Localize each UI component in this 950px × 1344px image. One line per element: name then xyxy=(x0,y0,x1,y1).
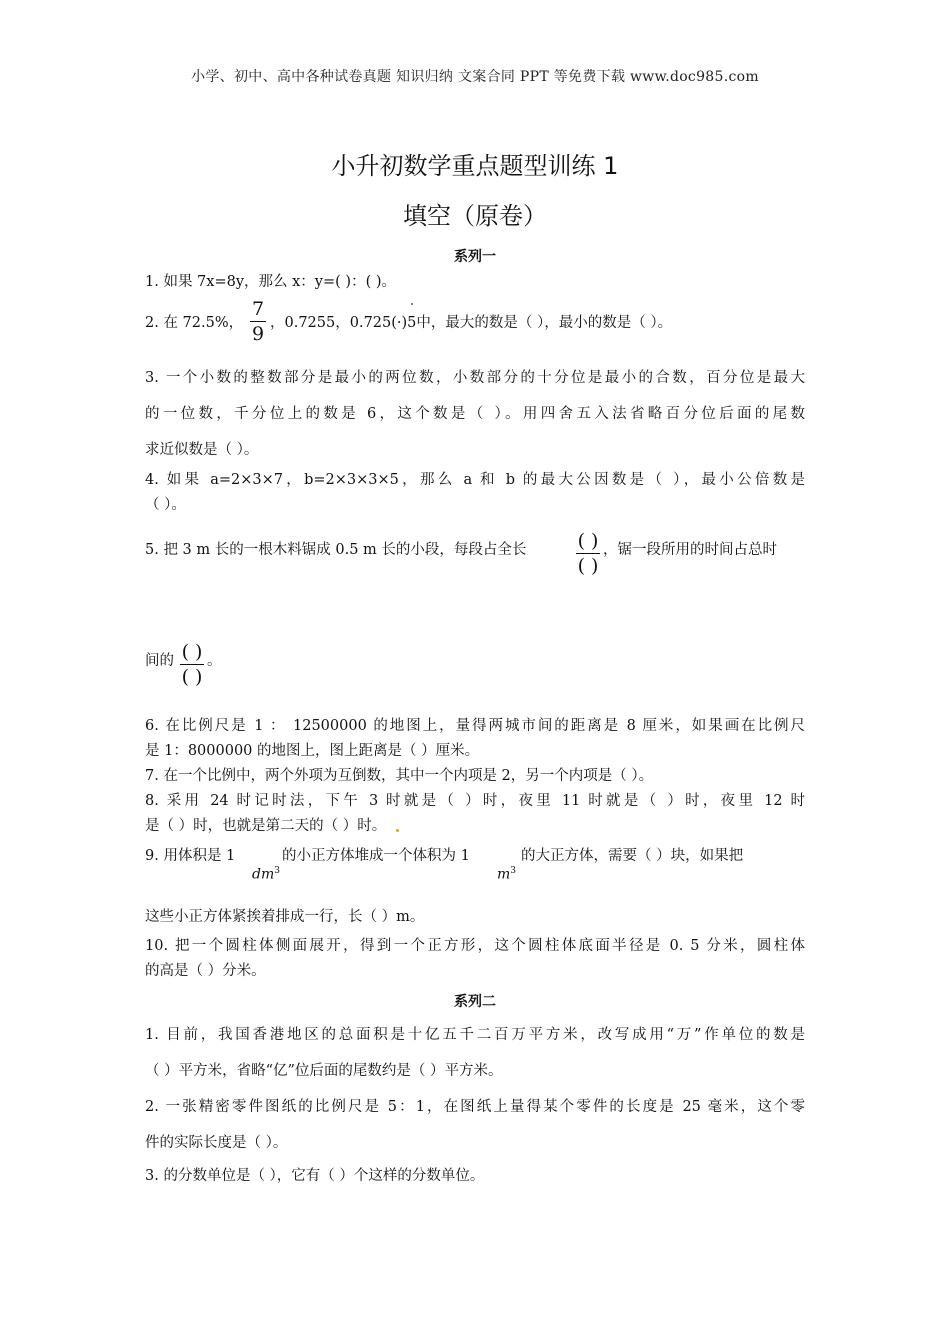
fraction-bar xyxy=(180,664,204,665)
question-2-3: 3. 的分数单位是（ ），它有（ ）个这样的分数单位。 xyxy=(145,1168,485,1184)
repeating-decimal-dot xyxy=(411,303,413,305)
question-1-9-line-2: 这些小正方体紧挨着排成一行，长（ ）m。 xyxy=(145,909,425,925)
page-header: 小学、初中、高中各种试卷真题 知识归纳 文案合同 PPT 等免费下载 www.doc985.com xyxy=(191,69,759,85)
question-1-4-line-1: 4. 如果 a=2×3×7，b=2×3×3×5，那么 a 和 b 的最大公因数是（ ），最小公倍数是 xyxy=(145,472,805,488)
fraction-blank-numerator: ( ) xyxy=(181,641,203,663)
question-1-5-line-2-start: 间的 xyxy=(145,653,174,669)
question-1-4-line-2: （ ）。 xyxy=(145,497,186,513)
fraction-denominator: 9 xyxy=(251,323,265,345)
question-2-2-line-1: 2. 一张精密零件图纸的比例尺是 5：1，在图纸上量得某个零件的长度是 25 毫米，这个零 xyxy=(145,1099,805,1115)
question-1-5-line-1-end: ，锯一段所用的时间占总时 xyxy=(603,542,777,558)
question-1-9-line-1-start: 9. 用体积是 1 xyxy=(145,848,236,864)
unit-exponent: 3 xyxy=(510,866,517,876)
question-1-6-line-1: 6. 在比例尺是 1 ： 12500000 的地图上，量得两城市间的距离是 8 厘米，如果画在比例尺 xyxy=(145,718,805,734)
fraction-7-9 xyxy=(250,298,266,345)
question-2-2-line-2: 件的实际长度是（ ）。 xyxy=(145,1135,288,1151)
highlight-dot xyxy=(396,829,399,832)
worksheet-subtitle: 填空（原卷） xyxy=(403,202,547,230)
question-1-9-line-1-end: 的大正方体，需要（ ）块，如果把 xyxy=(521,848,744,864)
question-1-8-line-1: 8. 采用 24 时记时法，下午 3 时就是（ ）时，夜里 11 时就是（ ）时，夜里 12 时 xyxy=(145,793,805,809)
question-1-2-end: ，0.7255，0.725(·)5中，最大的数是（ ），最小的数是（ ）。 xyxy=(270,315,673,331)
fraction-blank-denominator: ( ) xyxy=(181,666,203,688)
question-1-2-start: 2. 在 72.5%， xyxy=(145,315,244,331)
fraction-numerator: 7 xyxy=(251,298,265,320)
question-1-9-line-1-middle: 的小正方体堆成一个体积为 1 xyxy=(282,848,470,864)
question-1-3-line-3: 求近似数是（ ）。 xyxy=(145,442,259,458)
question-1-5-line-2-end: 。 xyxy=(207,653,222,669)
unit-exponent: 3 xyxy=(274,866,280,876)
question-1-1: 1. 如果 7x=8y，那么 x：y=( )：( )。 xyxy=(145,274,396,290)
unit-cubic-decimeter xyxy=(252,864,280,882)
unit-dm: dm xyxy=(252,866,275,883)
fraction-bar xyxy=(576,553,600,554)
question-1-8-line-2: 是（ ）时，也就是第二天的（ ）时。 xyxy=(145,818,387,834)
question-1-6-line-2: 是 1：8000000 的地图上，图上距离是（ ）厘米。 xyxy=(145,743,480,759)
question-2-1-line-1: 1. 目前，我国香港地区的总面积是十亿五千二百万平方米，改写成用“万”作单位的数是 xyxy=(145,1027,805,1043)
series-1-heading: 系列一 xyxy=(454,249,496,265)
series-2-heading: 系列二 xyxy=(454,994,496,1010)
question-1-3-line-1: 3. 一个小数的整数部分是最小的两位数，小数部分的十分位是最小的合数，百分位是最大 xyxy=(145,370,805,386)
worksheet-title: 小升初数学重点题型训练 1 xyxy=(331,152,619,180)
fraction-blank-2 xyxy=(180,641,204,688)
fraction-blank-numerator: ( ) xyxy=(577,530,599,552)
unit-m: m xyxy=(497,866,511,883)
unit-cubic-meter xyxy=(497,864,516,882)
fraction-blank-1 xyxy=(576,530,600,577)
question-2-1-line-2: （ ）平方米，省略“亿”位后面的尾数约是（ ）平方米。 xyxy=(145,1063,503,1079)
question-1-3-line-2: 的一位数，千分位上的数是 6，这个数是（ ）。用四舍五入法省略百分位后面的尾数 xyxy=(145,406,805,422)
fraction-blank-denominator: ( ) xyxy=(577,555,599,577)
question-1-10-line-1: 10. 把一个圆柱体侧面展开，得到一个正方形，这个圆柱体底面半径是 0. 5 分米，圆柱体 xyxy=(145,938,805,954)
fraction-bar xyxy=(250,321,266,322)
question-1-5-line-1-start: 5. 把 3 m 长的一根木料锯成 0.5 m 长的小段，每段占全长 xyxy=(145,542,527,558)
question-1-10-line-2: 的高是（ ）分米。 xyxy=(145,963,266,979)
question-1-7: 7. 在一个比例中，两个外项为互倒数，其中一个内项是 2，另一个内项是（ ）。 xyxy=(145,768,654,784)
